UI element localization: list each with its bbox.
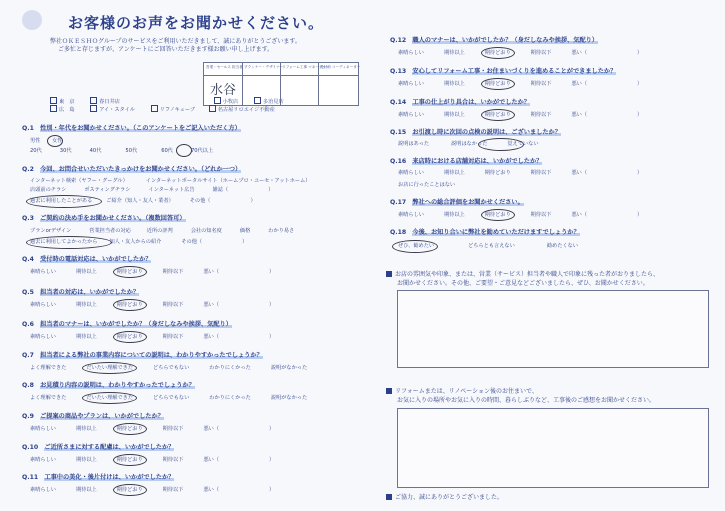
answer-circle xyxy=(113,299,147,311)
q7-option-3[interactable]: わかりにくかった xyxy=(209,365,251,371)
store-row-2: 広 島 アイ・スタイル リフノキューブ 名古屋リロエイジ不動産 xyxy=(50,105,275,113)
q12-scale xyxy=(398,50,642,56)
staff-header-2: プランナー・デザイナー xyxy=(244,65,284,69)
answer-circle xyxy=(113,331,147,343)
q10-option-2[interactable]: 期待どおり xyxy=(116,457,143,463)
q11-option-0[interactable]: 素晴らしい xyxy=(30,487,56,493)
q9-option-5[interactable]: ） xyxy=(269,426,275,432)
free2-textbox[interactable] xyxy=(397,408,709,488)
free1-textbox[interactable] xyxy=(397,290,709,368)
store-row-1: 東 京 春日井店 小牧店 多治見店 xyxy=(50,97,284,105)
q4-option-1[interactable]: 期待以上 xyxy=(75,269,97,275)
q6-option-3[interactable]: 期待以下 xyxy=(162,334,184,340)
q14-option-5[interactable]: ） xyxy=(637,112,643,118)
q7-scale xyxy=(30,365,307,371)
q18-options: ぜひ、勧めたい どちらとも言えない 勧めたくない xyxy=(398,243,578,249)
q5-option-3[interactable]: 期待以下 xyxy=(162,302,184,308)
q9-option-0[interactable]: 素晴らしい xyxy=(30,426,56,432)
q4-option-4[interactable]: 悪い（ xyxy=(203,269,220,275)
q16-extra: お店に行ったことはない xyxy=(398,182,456,188)
intro-line-1: 弊社ＯＫＥＳＨＯグループのサービスをご利用いただきまして、誠にありがとうございます。 xyxy=(50,38,301,45)
q17-option-4[interactable]: 悪い（ xyxy=(571,212,588,218)
q13-option-0[interactable]: 素晴らしい xyxy=(398,81,424,87)
q6-scale xyxy=(30,334,274,340)
answer-circle xyxy=(481,47,515,59)
q11-option-3[interactable]: 期待以下 xyxy=(162,487,184,493)
q9-option-2[interactable]: 期待どおり xyxy=(116,426,143,432)
q5-option-0[interactable]: 素晴らしい xyxy=(30,302,56,308)
q10-option-5[interactable]: ） xyxy=(269,457,275,463)
q4-option-0[interactable]: 素晴らしい xyxy=(30,269,56,275)
q5-option-4[interactable]: 悪い（ xyxy=(203,302,220,308)
q7-option-1[interactable]: だいたい理解できた xyxy=(86,365,134,371)
q17-option-0[interactable]: 素晴らしい xyxy=(398,212,424,218)
q12-option-4[interactable]: 悪い（ xyxy=(571,50,588,56)
free1-line-2: お聞かせください。その他、ご要望・ご意見などございましたら、ぜひ、お聞かせください。 xyxy=(397,280,649,287)
q18-question: Q.18 今後、お知り合いに弊社を勧めていただけますでしょうか？ xyxy=(390,229,580,236)
q8-option-0[interactable]: よく理解できた xyxy=(30,395,67,401)
free1-line-1: お店の雰囲気や印象、または、営業（サービス）担当者や職人で印象に残った者がおりましたら、 xyxy=(386,271,659,278)
staff-header-4: 受付前 コーディネーター xyxy=(320,65,361,69)
q6-option-4[interactable]: 悪い（ xyxy=(203,334,220,340)
q10-option-1[interactable]: 期待以上 xyxy=(75,457,97,463)
q9-option-3[interactable]: 期待以下 xyxy=(162,426,184,432)
q3-row-2: 過去に利用してよかったから 知人・友人からの紹介 その他（ ） xyxy=(30,239,248,245)
q2-row-2: 店頭前のチラシ ポスティングチラシ インターネット広告 雑誌（ ） xyxy=(30,187,274,193)
q1-gender-label: 男性 xyxy=(30,138,41,144)
q7-option-0[interactable]: よく理解できた xyxy=(30,365,67,371)
q3-answer-circle xyxy=(26,236,112,249)
q14-question: Q.14 工事の仕上がり具合は、いかがでしたか？ xyxy=(390,99,530,106)
q5-option-5[interactable]: ） xyxy=(269,302,275,308)
q4-scale xyxy=(30,269,274,275)
q14-option-4[interactable]: 悪い（ xyxy=(571,112,588,118)
staff-header-1: 営業・セールス 担当者 xyxy=(206,65,243,69)
q13-option-1[interactable]: 期待以上 xyxy=(443,81,465,87)
q11-option-2[interactable]: 期待どおり xyxy=(116,487,143,493)
q13-option-2[interactable]: 期待どおり xyxy=(484,81,511,87)
answer-circle xyxy=(113,423,147,435)
q17-option-5[interactable]: ） xyxy=(637,212,643,218)
q16-scale: 素晴らしい 期待以上 期待どおり 期待以下 悪い（ ） xyxy=(398,170,643,176)
answer-circle xyxy=(113,484,147,496)
q7-question: Q.7 担当者による弊社の事業内容についての説明は、わかりやすかったでしょうか？ xyxy=(22,352,263,359)
q1-gender-female: 女性 xyxy=(52,138,63,144)
q13-option-5[interactable]: ） xyxy=(637,81,643,87)
answer-circle xyxy=(113,266,147,278)
q12-option-0[interactable]: 素晴らしい xyxy=(398,50,424,56)
q5-scale xyxy=(30,302,274,308)
q9-scale xyxy=(30,426,274,432)
q10-scale xyxy=(30,457,274,463)
q12-option-3[interactable]: 期待以下 xyxy=(530,50,552,56)
thanks-text: ご協力、誠にありがとうございました。 xyxy=(386,494,503,501)
answer-circle xyxy=(82,362,137,374)
q1-age-circle xyxy=(176,144,192,157)
q11-option-5[interactable]: ） xyxy=(269,487,275,493)
answer-circle xyxy=(113,454,147,466)
q4-option-2[interactable]: 期待どおり xyxy=(116,269,143,275)
q17-question: Q.17 弊社への総合評価をお聞かせください。 xyxy=(390,199,524,206)
q8-option-2[interactable]: どちらでもない xyxy=(153,395,190,401)
q5-question: Q.5 担当者の対応は、いかがでしたか？ xyxy=(22,289,140,296)
q10-option-0[interactable]: 素晴らしい xyxy=(30,457,56,463)
q8-option-3[interactable]: わかりにくかった xyxy=(209,395,251,401)
q12-option-2[interactable]: 期待どおり xyxy=(484,50,511,56)
q1-ages: 20代 30代 40代 50代 60代 70代以上 xyxy=(30,148,214,154)
q16-question: Q.16 来店時における店舗対応は、いかがでしたか？ xyxy=(390,158,543,165)
q17-option-2[interactable]: 期待どおり xyxy=(484,212,511,218)
q6-question: Q.6 担当者のマナーは、いかがでしたか？（身だしなみや挨拶、気配り） xyxy=(22,321,232,328)
q12-option-5[interactable]: ） xyxy=(637,50,643,56)
page-title: お客様のお声をお聞かせください。 xyxy=(68,14,325,32)
q11-scale xyxy=(30,487,274,493)
q13-option-4[interactable]: 悪い（ xyxy=(571,81,588,87)
q2-answer-circle xyxy=(26,195,102,208)
q9-option-1[interactable]: 期待以上 xyxy=(75,426,97,432)
free2-line-1: リフォームまたは、リノベーション後のお住まいで、 xyxy=(386,388,538,395)
q6-option-5[interactable]: ） xyxy=(269,334,275,340)
q1-question: Q.1 性別・年代をお聞かせください。（このアンケートをご記入いただく方） xyxy=(22,125,241,132)
q13-question: Q.13 安心してリフォーム工事・お住まいづくりを進めることができましたか？ xyxy=(390,68,617,75)
q7-option-2[interactable]: どちらでもない xyxy=(153,365,190,371)
q8-question: Q.8 お見積り内容の説明は、わかりやすかったでしょうか？ xyxy=(22,382,195,389)
handwritten-staff-name: 水谷 xyxy=(210,83,237,98)
q2-row-3: 過去に利用したことがある ご紹介（知人・友人・業者） その他（ ） xyxy=(30,198,256,204)
staff-header-3: リフォーム工事 マネージャー xyxy=(282,65,330,69)
q2-row-1: インターネット検索（ヤフー・グーグル） インターネットポータルサイト（ホームプロ・ユーセ・アットホーム） xyxy=(30,178,311,184)
answer-circle xyxy=(82,392,137,404)
q3-row-1: プランorデザイン 営業担当者の対応 近所の評判 会社の知名度 価格 わかり易さ xyxy=(30,228,295,234)
q4-question: Q.4 受付時の電話対応は、いかがでしたか？ xyxy=(22,256,152,263)
q14-option-0[interactable]: 素晴らしい xyxy=(398,112,424,118)
q6-option-1[interactable]: 期待以上 xyxy=(75,334,97,340)
answer-circle xyxy=(481,109,515,121)
q14-option-2[interactable]: 期待どおり xyxy=(484,112,511,118)
q8-option-4[interactable]: 説明がなかった xyxy=(270,395,308,401)
q6-option-0[interactable]: 素晴らしい xyxy=(30,334,56,340)
q3-question: Q.3 ご契約の決め手をお聞かせください。（複数回答可） xyxy=(22,215,186,222)
q14-option-1[interactable]: 期待以上 xyxy=(443,112,465,118)
q5-option-1[interactable]: 期待以上 xyxy=(75,302,97,308)
q5-option-2[interactable]: 期待どおり xyxy=(116,302,143,308)
q17-option-1[interactable]: 期待以上 xyxy=(443,212,465,218)
q11-question: Q.11 工事中の美化・後片付けは、いかがでしたか？ xyxy=(22,474,175,481)
q4-option-5[interactable]: ） xyxy=(269,269,275,275)
q11-option-4[interactable]: 悪い（ xyxy=(203,487,220,493)
q2-question: Q.2 今回、お問合せいただいたきっかけをお聞かせください。（どれか一つ） xyxy=(22,166,242,173)
q10-question: Q.10 ご近所さまに対する配慮は、いかがでしたか？ xyxy=(22,444,175,451)
q8-scale xyxy=(30,395,307,401)
q13-option-3[interactable]: 期待以下 xyxy=(530,81,552,87)
q18-answer-circle xyxy=(392,240,438,253)
q14-option-3[interactable]: 期待以下 xyxy=(530,112,552,118)
q1-gender-circle xyxy=(47,135,63,147)
q10-option-4[interactable]: 悪い（ xyxy=(203,457,220,463)
q6-option-2[interactable]: 期待どおり xyxy=(116,334,143,340)
q12-option-1[interactable]: 期待以上 xyxy=(443,50,465,56)
q17-scale xyxy=(398,212,642,218)
q17-option-3[interactable]: 期待以下 xyxy=(530,212,552,218)
free2-line-2: お気に入りの場所やお気に入りの時間、暮らしぶりなど、工事後のご感想をお聞かせください。 xyxy=(397,397,656,404)
q14-scale xyxy=(398,112,642,118)
q15-answer-circle xyxy=(478,138,524,151)
q15-question: Q.15 お引渡し時に次回の点検の説明は、ございましたか？ xyxy=(390,129,561,136)
answer-circle xyxy=(481,209,515,221)
q12-question: Q.12 職人のマナーは、いかがでしたか？（身だしなみや挨拶、気配り） xyxy=(390,37,599,44)
answer-circle xyxy=(481,78,515,90)
q8-option-1[interactable]: だいたい理解できた xyxy=(86,395,134,401)
q9-option-4[interactable]: 悪い（ xyxy=(203,426,220,432)
q7-option-4[interactable]: 説明がなかった xyxy=(270,365,308,371)
q10-option-3[interactable]: 期待以下 xyxy=(162,457,184,463)
q4-option-3[interactable]: 期待以下 xyxy=(162,269,184,275)
q13-scale xyxy=(398,81,642,87)
q9-question: Q.9 ご提案の商品やプランは、いかがでしたか？ xyxy=(22,413,164,420)
q15-options: 説明はあった 説明はなかった 覚えていない xyxy=(398,141,539,147)
company-logo-icon xyxy=(22,10,42,30)
intro-line-2: ご多忙と存じますが、アンケートにご回答いただきます様お願い申し上げます。 xyxy=(58,46,274,53)
q11-option-1[interactable]: 期待以上 xyxy=(75,487,97,493)
